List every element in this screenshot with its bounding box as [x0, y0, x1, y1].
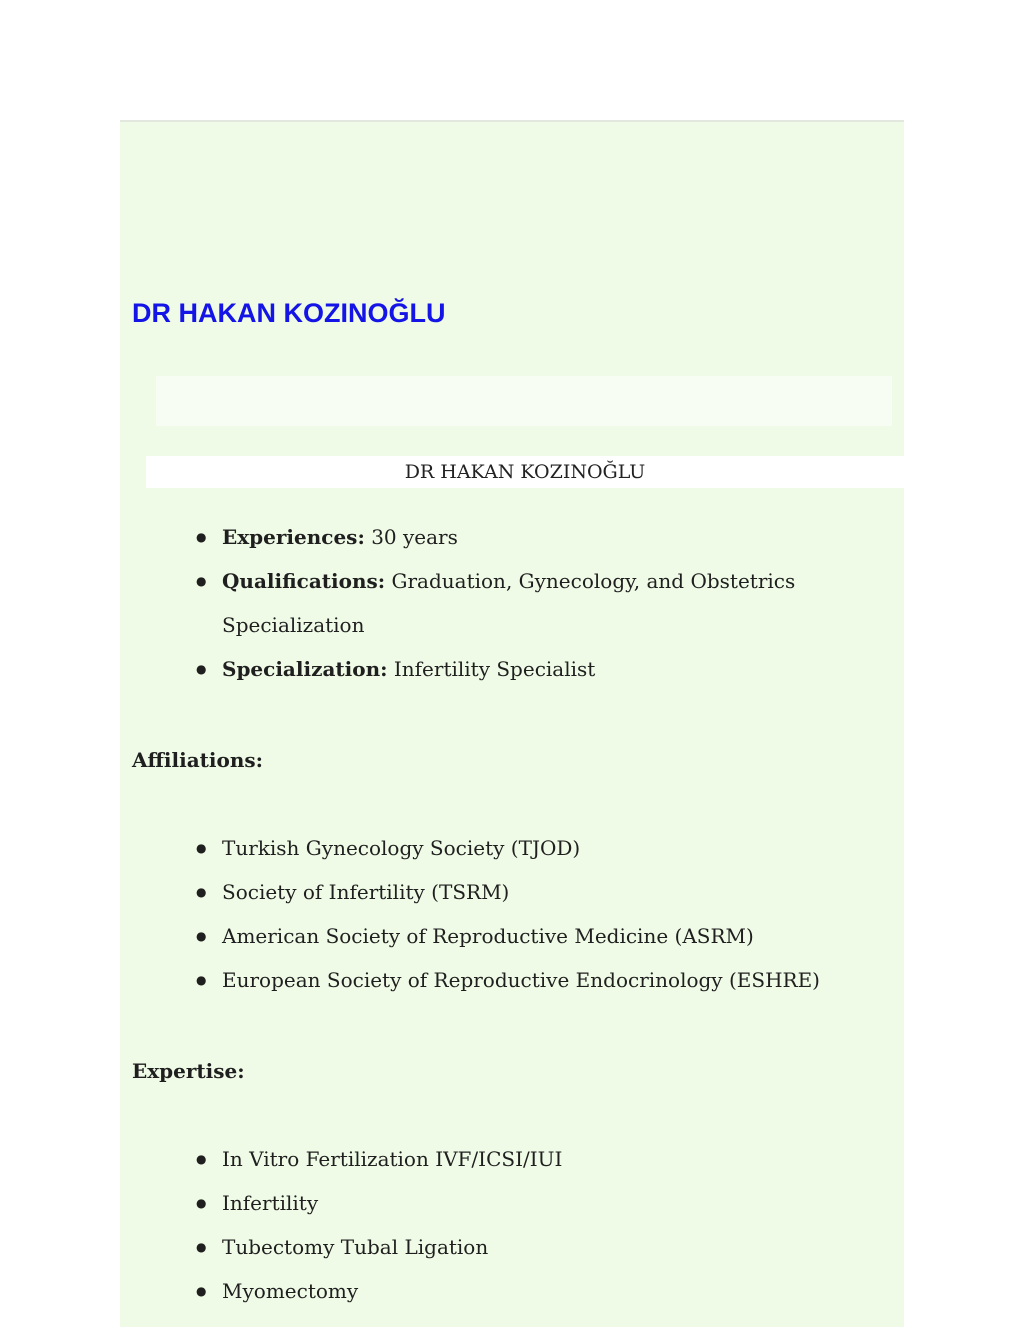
list-item [120, 515, 822, 559]
bullet-icon: ● [196, 1196, 207, 1210]
content-panel [120, 120, 904, 1327]
bullet-icon: ● [196, 885, 207, 899]
affiliations-heading: Affiliations: [132, 748, 264, 772]
profile-value: 30 years [371, 525, 458, 549]
profile-list [120, 515, 822, 691]
affiliation-text: European Society of Reproductive Endocrinology (ESHRE) [222, 968, 820, 992]
image-placeholder [156, 376, 892, 426]
expertise-heading: Expertise: [132, 1059, 245, 1083]
image-caption: DR HAKAN KOZINOĞLU [146, 456, 904, 488]
bullet-icon: ● [196, 662, 207, 676]
bullet-icon: ● [196, 1152, 207, 1166]
affiliation-text: Society of Infertility (TSRM) [222, 880, 510, 904]
list-item [120, 1269, 822, 1313]
expertise-text: Myomectomy [222, 1279, 359, 1303]
list-item [120, 1181, 822, 1225]
expertise-list [120, 1137, 822, 1313]
profile-label: Experiences: [222, 525, 365, 549]
list-item [120, 1137, 822, 1181]
list-item [120, 559, 822, 647]
bullet-icon: ● [196, 929, 207, 943]
list-item [120, 1225, 822, 1269]
profile-value: Infertility Specialist [393, 657, 596, 681]
list-item [120, 914, 822, 958]
expertise-text: Infertility [222, 1191, 319, 1215]
profile-value: Graduation, Gynecology, and Obstetrics Specialization [222, 569, 796, 637]
list-item [120, 826, 822, 870]
bullet-icon: ● [196, 574, 207, 588]
list-item [120, 647, 822, 691]
bullet-icon: ● [196, 1284, 207, 1298]
affiliation-text: American Society of Reproductive Medicine (ASRM) [222, 924, 754, 948]
bullet-icon: ● [196, 841, 207, 855]
expertise-text: Tubectomy Tubal Ligation [222, 1235, 489, 1259]
list-item [120, 958, 862, 1002]
bullet-icon: ● [196, 530, 207, 544]
bullet-icon: ● [196, 973, 207, 987]
bullet-icon: ● [196, 1240, 207, 1254]
expertise-text: In Vitro Fertilization IVF/ICSI/IUI [222, 1147, 563, 1171]
affiliations-list [120, 826, 862, 1002]
list-item [120, 870, 822, 914]
profile-label: Qualifications: [222, 569, 386, 593]
affiliation-text: Turkish Gynecology Society (TJOD) [222, 836, 581, 860]
profile-label: Specialization: [222, 657, 388, 681]
page-title: DR HAKAN KOZINOĞLU [132, 298, 446, 328]
